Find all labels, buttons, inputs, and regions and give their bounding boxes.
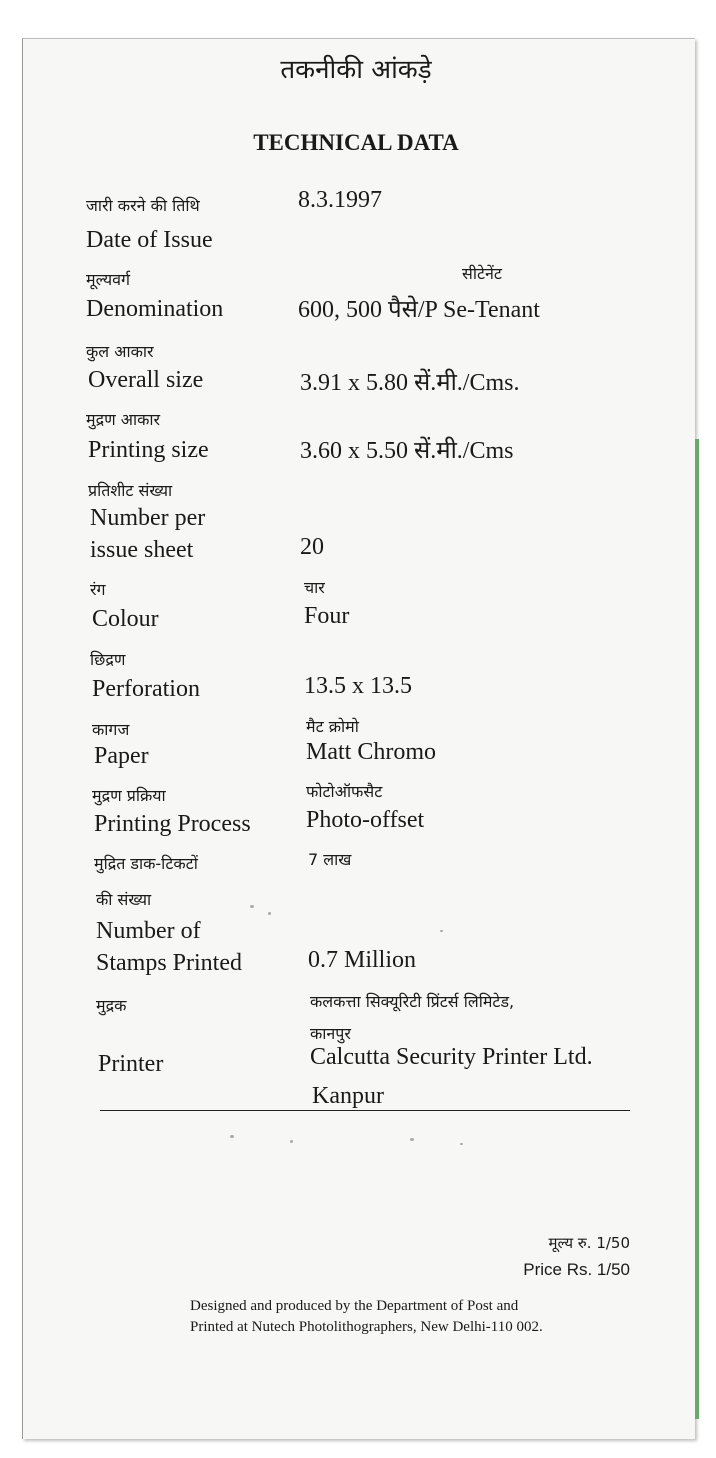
denomination-label-hindi: मूल्यवर्ग	[86, 270, 131, 289]
overall-size-label: Overall size	[88, 367, 204, 393]
paper-value-hindi: मैट क्रोमो	[306, 717, 359, 736]
stamps-printed-value: 0.7 Million	[308, 947, 417, 973]
number-per-sheet-label-line1: Number per	[90, 505, 206, 531]
scan-speck	[290, 1140, 293, 1143]
number-per-sheet-value: 20	[300, 534, 324, 560]
colour-label: Colour	[92, 606, 159, 632]
stamps-printed-label-line1: Number of	[96, 918, 201, 944]
printer-value-hindi-line2: कानपुर	[310, 1024, 351, 1043]
stamps-printed-value-hindi: 7 लाख	[308, 850, 352, 869]
overall-size-value: 3.91 x 5.80 सें.मी./Cms.	[300, 370, 520, 396]
perforation-label-hindi: छिद्रण	[90, 650, 126, 669]
denomination-value: 600, 500 पैसे/P Se-Tenant	[298, 297, 540, 323]
scan-speck	[268, 912, 271, 915]
page-title: TECHNICAL DATA	[253, 130, 459, 155]
scan-speck	[460, 1143, 463, 1145]
footer-line-2: Printed at Nutech Photolithographers, New Delhi-110 002.	[190, 1319, 543, 1335]
perforation-value: 13.5 x 13.5	[304, 673, 412, 699]
scan-speck	[410, 1138, 414, 1141]
scan-speck	[440, 930, 443, 932]
printing-process-label-hindi: मुद्रण प्रक्रिया	[92, 786, 166, 805]
printer-label-hindi: मुद्रक	[96, 996, 127, 1015]
paper-label-hindi: कागज	[92, 720, 130, 739]
stamps-printed-label-hindi-line2: की संख्या	[96, 890, 152, 909]
denomination-value-hindi: सीटेनेंट	[462, 264, 502, 283]
printing-size-label-hindi: मुद्रण आकार	[86, 410, 161, 429]
denomination-label: Denomination	[86, 296, 224, 322]
colour-value-hindi: चार	[304, 578, 325, 597]
printer-value-hindi-line1: कलकत्ता सिक्यूरिटी प्रिंटर्स लिमिटेड,	[310, 992, 515, 1011]
number-per-sheet-label-hindi: प्रतिशीट संख्या	[88, 481, 173, 500]
date-issue-label: Date of Issue	[86, 227, 213, 253]
price-label: Price Rs. 1/50	[523, 1260, 630, 1279]
overall-size-label-hindi: कुल आकार	[86, 342, 154, 361]
scan-speck	[250, 905, 254, 908]
perforation-label: Perforation	[92, 676, 200, 702]
page-title-hindi: तकनीकी आंकड़े	[280, 55, 432, 85]
printer-value-line1: Calcutta Security Printer Ltd.	[310, 1044, 593, 1070]
paper-value: Matt Chromo	[306, 739, 436, 765]
page-edge	[695, 439, 699, 1419]
stamps-printed-label-hindi-line1: मुद्रित डाक-टिकटों	[94, 854, 198, 873]
colour-value: Four	[304, 603, 350, 629]
date-issue-label-hindi: जारी करने की तिथि	[86, 196, 200, 215]
printer-value-line2: Kanpur	[312, 1083, 384, 1109]
printing-size-value: 3.60 x 5.50 सें.मी./Cms	[300, 438, 514, 464]
printer-label: Printer	[98, 1051, 164, 1077]
printing-size-label: Printing size	[88, 437, 209, 463]
footer-line-1: Designed and produced by the Department of Post and	[190, 1298, 519, 1314]
paper-label: Paper	[94, 743, 149, 769]
number-per-sheet-label-line2: issue sheet	[90, 537, 194, 563]
date-issue-value: 8.3.1997	[298, 187, 382, 213]
scan-speck	[230, 1135, 234, 1138]
printing-process-label: Printing Process	[94, 811, 251, 837]
price-label-hindi: मूल्य रु. 1/50	[548, 1234, 630, 1252]
divider	[100, 1110, 630, 1111]
printing-process-value-hindi: फोटोऑफसैट	[306, 782, 383, 801]
footer-credit	[190, 1296, 640, 1338]
colour-label-hindi: रंग	[90, 580, 106, 599]
stamps-printed-label-line2: Stamps Printed	[96, 950, 243, 976]
printing-process-value: Photo-offset	[306, 807, 425, 833]
